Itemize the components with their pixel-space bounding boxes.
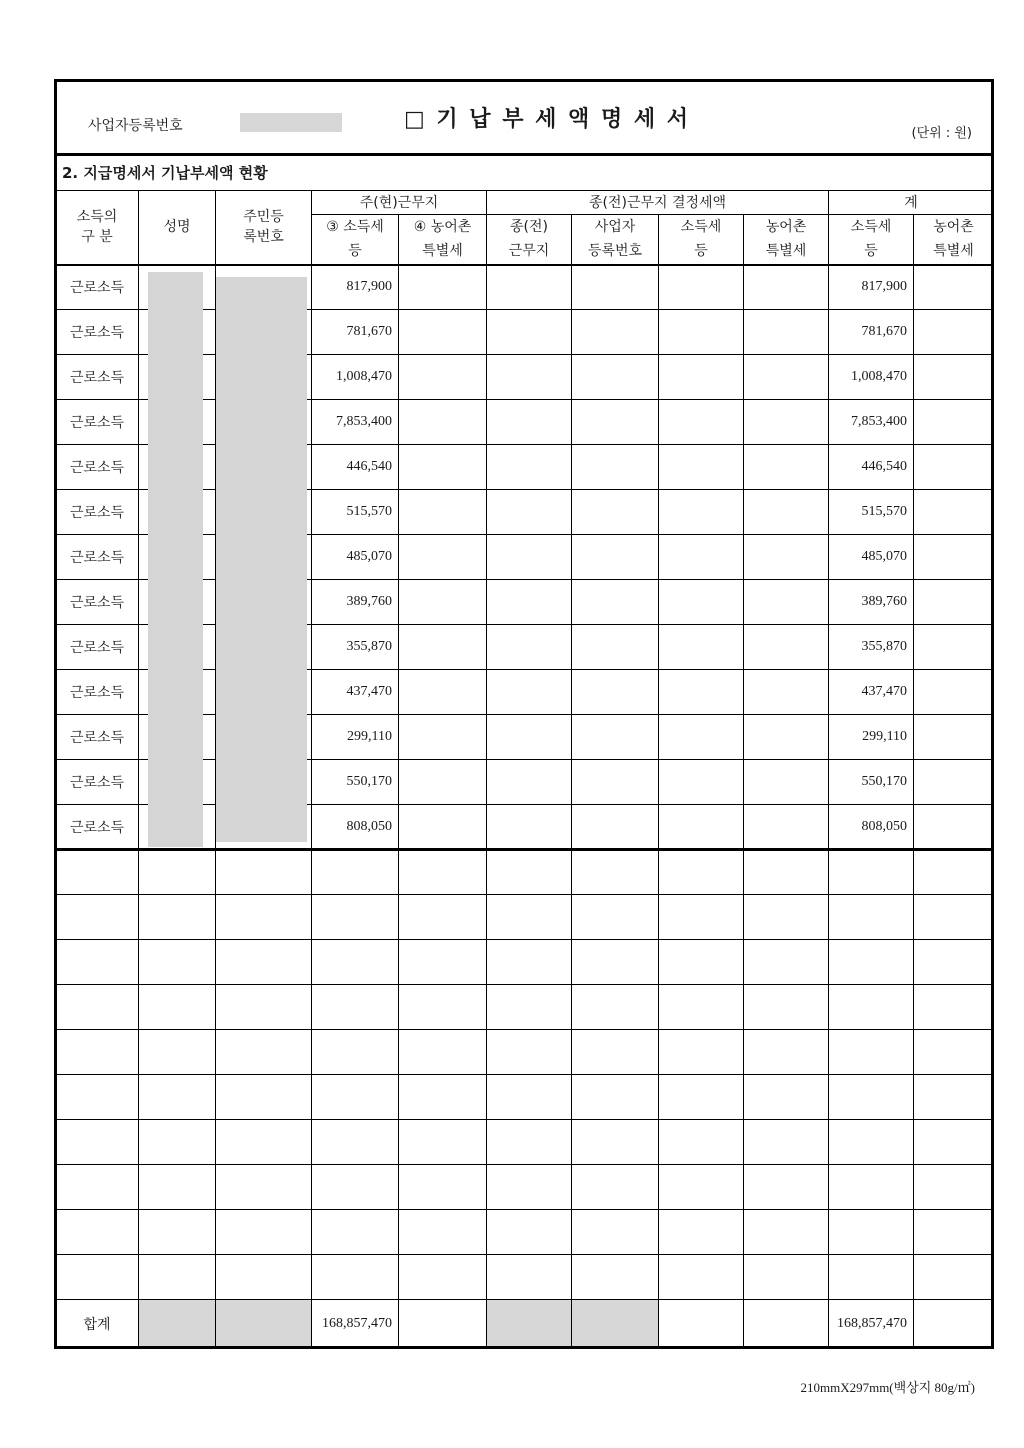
total-income-tax-cell: [829, 1165, 914, 1210]
header-line: 특별세: [933, 243, 974, 260]
previous-rural-special-tax-cell: [744, 895, 829, 940]
previous-workplace-cell: [487, 850, 572, 895]
name-cell: [139, 985, 216, 1030]
previous-income-tax-cell: [659, 940, 744, 985]
current-income-tax-cell: [312, 1255, 399, 1300]
previous-income-tax-cell: [659, 1075, 744, 1120]
previous-business-number-cell: [572, 355, 659, 400]
previous-workplace-cell: [487, 1030, 572, 1075]
previous-workplace-cell: [487, 1210, 572, 1255]
blank-row: [56, 895, 994, 940]
current-rural-special-tax-cell: [399, 1120, 487, 1165]
current-rural-special-tax-cell: [399, 1255, 487, 1300]
previous-rural-special-tax-cell: [744, 1210, 829, 1255]
previous-rural-special-tax-cell: [744, 805, 829, 850]
income-category-cell: [56, 1030, 139, 1075]
total-income-tax-cell: 7,853,400: [829, 400, 914, 445]
total-income-tax-cell: 299,110: [829, 715, 914, 760]
header-line: 농어촌: [765, 219, 807, 236]
previous-rural-special-tax-cell: [744, 490, 829, 535]
total-rural-special-tax-cell: [914, 400, 994, 445]
current-income-tax-cell: 446,540: [312, 445, 399, 490]
current-rural-special-tax-cell: [399, 535, 487, 580]
previous-business-number-cell: [572, 1255, 659, 1300]
total-income-tax-cell: 446,540: [829, 445, 914, 490]
current-rural-special-tax-cell: [399, 760, 487, 805]
resident-number-cell: [216, 940, 312, 985]
previous-business-number-cell: [572, 805, 659, 850]
blank-row: [56, 1075, 994, 1120]
total-income-tax-cell: 808,050: [829, 805, 914, 850]
previous-workplace-cell: [487, 310, 572, 355]
header-line: 근무지: [508, 243, 550, 260]
total-income-tax-cell: [829, 985, 914, 1030]
total-rural-special-tax-cell: [914, 1165, 994, 1210]
previous-workplace-cell: [487, 445, 572, 490]
redacted-business-registration-number: [240, 113, 342, 132]
income-category-cell: 근로소득: [56, 715, 139, 760]
previous-income-tax-cell: [659, 580, 744, 625]
current-income-tax-cell: [312, 1030, 399, 1075]
total-rural-special-tax-cell: [914, 715, 994, 760]
current-income-tax-cell: 1,008,470: [312, 355, 399, 400]
previous-workplace-cell: [487, 1300, 572, 1348]
previous-income-tax-cell: [659, 670, 744, 715]
previous-business-number-cell: [572, 1075, 659, 1120]
total-income-tax-cell: 550,170: [829, 760, 914, 805]
current-income-tax-cell: [312, 895, 399, 940]
total-rural-special-tax-cell: [914, 1075, 994, 1120]
income-category-cell: 근로소득: [56, 805, 139, 850]
resident-number-cell: [216, 850, 312, 895]
header-line: 특별세: [765, 243, 807, 260]
total-income-tax-cell: 389,760: [829, 580, 914, 625]
income-category-cell: [56, 1120, 139, 1165]
header-line: ③ 소득세: [326, 219, 384, 236]
current-income-tax-cell: 168,857,470: [312, 1300, 399, 1348]
total-income-tax-cell: 437,470: [829, 670, 914, 715]
header-previous-workplace-tax: 종(전)근무지 결정세액: [487, 191, 829, 215]
redacted-names: [148, 272, 203, 847]
previous-income-tax-cell: [659, 895, 744, 940]
previous-rural-special-tax-cell: [744, 400, 829, 445]
previous-rural-special-tax-cell: [744, 850, 829, 895]
income-category-cell: [56, 850, 139, 895]
previous-income-tax-cell: [659, 805, 744, 850]
blank-row: [56, 940, 994, 985]
current-rural-special-tax-cell: [399, 580, 487, 625]
business-registration-label: 사업자등록번호: [88, 118, 183, 134]
income-category-cell: [56, 1075, 139, 1120]
header-line: 소득세: [850, 219, 892, 236]
previous-income-tax-cell: [659, 625, 744, 670]
header-previous-workplace: [487, 215, 572, 265]
previous-rural-special-tax-cell: [744, 670, 829, 715]
previous-business-number-cell: [572, 625, 659, 670]
total-income-tax-cell: [829, 1210, 914, 1255]
total-rural-special-tax-cell: [914, 490, 994, 535]
total-rural-special-tax-cell: [914, 805, 994, 850]
section-title: 2. 지급명세서 기납부세액 현황: [62, 164, 268, 182]
header-line: 종(전): [510, 219, 548, 236]
previous-rural-special-tax-cell: [744, 1165, 829, 1210]
total-rural-special-tax-cell: [914, 265, 994, 310]
previous-business-number-cell: [572, 490, 659, 535]
current-income-tax-cell: [312, 940, 399, 985]
name-cell: [139, 1210, 216, 1255]
previous-rural-special-tax-cell: [744, 940, 829, 985]
total-income-tax-cell: [829, 1255, 914, 1300]
income-category-cell: 근로소득: [56, 400, 139, 445]
previous-income-tax-cell: [659, 760, 744, 805]
current-rural-special-tax-cell: [399, 670, 487, 715]
previous-workplace-cell: [487, 400, 572, 445]
header-line: 농어촌: [933, 219, 974, 236]
income-category-cell: 근로소득: [56, 355, 139, 400]
previous-income-tax-cell: [659, 1165, 744, 1210]
previous-business-number-cell: [572, 1165, 659, 1210]
previous-business-number-cell: [572, 940, 659, 985]
header-row-top: [56, 191, 994, 215]
previous-rural-special-tax-cell: [744, 760, 829, 805]
current-income-tax-cell: 7,853,400: [312, 400, 399, 445]
previous-business-number-cell: [572, 445, 659, 490]
current-rural-special-tax-cell: [399, 1165, 487, 1210]
current-income-tax-cell: [312, 1075, 399, 1120]
income-category-cell: [56, 940, 139, 985]
previous-business-number-cell: [572, 1030, 659, 1075]
previous-workplace-cell: [487, 1120, 572, 1165]
current-rural-special-tax-cell: [399, 490, 487, 535]
header-current-workplace: 주(현)근무지: [312, 191, 487, 215]
total-rural-special-tax-cell: [914, 310, 994, 355]
previous-rural-special-tax-cell: [744, 715, 829, 760]
header-previous-income-tax: [659, 215, 744, 265]
previous-rural-special-tax-cell: [744, 1255, 829, 1300]
previous-income-tax-cell: [659, 490, 744, 535]
resident-number-cell: [216, 1075, 312, 1120]
previous-rural-special-tax-cell: [744, 265, 829, 310]
income-category-cell: [56, 1165, 139, 1210]
header-total: 계: [829, 191, 994, 215]
current-rural-special-tax-cell: [399, 400, 487, 445]
total-income-tax-cell: [829, 940, 914, 985]
current-income-tax-cell: [312, 850, 399, 895]
form-title: □ 기 납 부 세 액 명 세 서: [403, 107, 691, 132]
header-current-income-tax: [312, 215, 399, 265]
total-rural-special-tax-cell: [914, 850, 994, 895]
current-income-tax-cell: 437,470: [312, 670, 399, 715]
previous-workplace-cell: [487, 355, 572, 400]
resident-number-cell: [216, 895, 312, 940]
current-rural-special-tax-cell: [399, 940, 487, 985]
previous-business-number-cell: [572, 400, 659, 445]
total-rural-special-tax-cell: [914, 760, 994, 805]
header-divider: [54, 153, 994, 156]
previous-rural-special-tax-cell: [744, 1075, 829, 1120]
current-rural-special-tax-cell: [399, 895, 487, 940]
previous-business-number-cell: [572, 850, 659, 895]
header-total-rural-special-tax: [914, 215, 994, 265]
previous-business-number-cell: [572, 310, 659, 355]
previous-income-tax-cell: [659, 1120, 744, 1165]
total-rural-special-tax-cell: [914, 445, 994, 490]
current-rural-special-tax-cell: [399, 310, 487, 355]
header-previous-business-number: [572, 215, 659, 265]
previous-workplace-cell: [487, 895, 572, 940]
total-row: [56, 1300, 994, 1348]
current-rural-special-tax-cell: [399, 355, 487, 400]
previous-workplace-cell: [487, 625, 572, 670]
resident-number-cell: [216, 985, 312, 1030]
unit-label: (단위 : 원): [911, 126, 972, 141]
name-cell: [139, 940, 216, 985]
previous-rural-special-tax-cell: [744, 1120, 829, 1165]
income-category-cell: 근로소득: [56, 445, 139, 490]
name-cell: [139, 1030, 216, 1075]
current-income-tax-cell: 389,760: [312, 580, 399, 625]
current-rural-special-tax-cell: [399, 1210, 487, 1255]
header-line: 등: [864, 243, 878, 260]
total-rural-special-tax-cell: [914, 985, 994, 1030]
header-line: 사업자: [594, 219, 636, 236]
current-income-tax-cell: 550,170: [312, 760, 399, 805]
current-income-tax-cell: [312, 985, 399, 1030]
total-income-tax-cell: [829, 1120, 914, 1165]
current-rural-special-tax-cell: [399, 850, 487, 895]
header-line: 소득의: [76, 209, 118, 226]
previous-income-tax-cell: [659, 1030, 744, 1075]
header-line: 록번호: [243, 229, 284, 246]
resident-number-cell: [216, 1120, 312, 1165]
current-income-tax-cell: [312, 1120, 399, 1165]
income-category-cell: 근로소득: [56, 670, 139, 715]
paper-spec: 210mmX297mm(백상지 80g/㎡): [800, 1380, 975, 1395]
header-line: 등: [694, 243, 708, 260]
current-income-tax-cell: 485,070: [312, 535, 399, 580]
previous-workplace-cell: [487, 580, 572, 625]
header-total-income-tax: [829, 215, 914, 265]
previous-income-tax-cell: [659, 1255, 744, 1300]
previous-income-tax-cell: [659, 445, 744, 490]
blank-row: [56, 850, 994, 895]
resident-number-cell: [216, 1210, 312, 1255]
blank-row: [56, 1120, 994, 1165]
previous-rural-special-tax-cell: [744, 310, 829, 355]
blank-row: [56, 985, 994, 1030]
previous-rural-special-tax-cell: [744, 625, 829, 670]
header-line: 주민등: [243, 209, 284, 226]
previous-workplace-cell: [487, 760, 572, 805]
header-line: 특별세: [422, 243, 463, 260]
current-income-tax-cell: 515,570: [312, 490, 399, 535]
income-category-cell: 근로소득: [56, 760, 139, 805]
redacted-resident-numbers: [216, 277, 307, 842]
previous-rural-special-tax-cell: [744, 1300, 829, 1348]
header-line: 구 분: [81, 229, 113, 246]
header-previous-rural-special-tax: [744, 215, 829, 265]
previous-rural-special-tax-cell: [744, 445, 829, 490]
income-category-cell: [56, 985, 139, 1030]
resident-number-cell: [216, 1255, 312, 1300]
current-rural-special-tax-cell: [399, 265, 487, 310]
header-resident-number: [216, 191, 312, 265]
previous-workplace-cell: [487, 805, 572, 850]
previous-workplace-cell: [487, 1255, 572, 1300]
current-income-tax-cell: [312, 1165, 399, 1210]
current-rural-special-tax-cell: [399, 985, 487, 1030]
total-rural-special-tax-cell: [914, 670, 994, 715]
total-income-tax-cell: [829, 1030, 914, 1075]
previous-income-tax-cell: [659, 1210, 744, 1255]
previous-business-number-cell: [572, 580, 659, 625]
total-income-tax-cell: 515,570: [829, 490, 914, 535]
previous-income-tax-cell: [659, 850, 744, 895]
name-cell: [139, 1255, 216, 1300]
previous-workplace-cell: [487, 1165, 572, 1210]
resident-number-cell: [216, 1165, 312, 1210]
previous-income-tax-cell: [659, 1300, 744, 1348]
total-income-tax-cell: [829, 850, 914, 895]
previous-business-number-cell: [572, 1300, 659, 1348]
total-income-tax-cell: 355,870: [829, 625, 914, 670]
previous-rural-special-tax-cell: [744, 985, 829, 1030]
name-cell: [139, 1075, 216, 1120]
total-rural-special-tax-cell: [914, 1255, 994, 1300]
blank-row: [56, 1210, 994, 1255]
current-income-tax-cell: 299,110: [312, 715, 399, 760]
name-cell: [139, 1165, 216, 1210]
previous-rural-special-tax-cell: [744, 1030, 829, 1075]
total-income-tax-cell: [829, 1075, 914, 1120]
income-category-cell: [56, 1210, 139, 1255]
total-rural-special-tax-cell: [914, 355, 994, 400]
header-line: 등록번호: [587, 243, 643, 260]
previous-income-tax-cell: [659, 400, 744, 445]
previous-workplace-cell: [487, 715, 572, 760]
income-category-cell: 근로소득: [56, 310, 139, 355]
total-income-tax-cell: 817,900: [829, 265, 914, 310]
name-cell: [139, 1120, 216, 1165]
previous-workplace-cell: [487, 535, 572, 580]
header-line: 소득세: [680, 219, 722, 236]
total-income-tax-cell: 168,857,470: [829, 1300, 914, 1348]
previous-income-tax-cell: [659, 715, 744, 760]
name-cell: [139, 850, 216, 895]
current-income-tax-cell: 808,050: [312, 805, 399, 850]
total-rural-special-tax-cell: [914, 895, 994, 940]
current-rural-special-tax-cell: [399, 805, 487, 850]
name-cell: [139, 895, 216, 940]
total-rural-special-tax-cell: [914, 625, 994, 670]
total-rural-special-tax-cell: [914, 1030, 994, 1075]
header-income-category: [56, 191, 139, 265]
previous-income-tax-cell: [659, 985, 744, 1030]
current-rural-special-tax-cell: [399, 1030, 487, 1075]
total-rural-special-tax-cell: [914, 940, 994, 985]
previous-workplace-cell: [487, 265, 572, 310]
current-income-tax-cell: [312, 1210, 399, 1255]
income-category-cell: 근로소득: [56, 265, 139, 310]
previous-workplace-cell: [487, 490, 572, 535]
income-category-cell: 근로소득: [56, 625, 139, 670]
previous-income-tax-cell: [659, 310, 744, 355]
current-income-tax-cell: 355,870: [312, 625, 399, 670]
previous-income-tax-cell: [659, 355, 744, 400]
current-rural-special-tax-cell: [399, 1300, 487, 1348]
previous-workplace-cell: [487, 670, 572, 715]
total-rural-special-tax-cell: [914, 1120, 994, 1165]
resident-number-cell: [216, 1030, 312, 1075]
blank-row: [56, 1030, 994, 1075]
header-line: ④ 농어촌: [413, 219, 472, 236]
resident-number-cell: [216, 1300, 312, 1348]
current-rural-special-tax-cell: [399, 715, 487, 760]
total-rural-special-tax-cell: [914, 1300, 994, 1348]
income-category-cell: 근로소득: [56, 580, 139, 625]
previous-rural-special-tax-cell: [744, 535, 829, 580]
previous-income-tax-cell: [659, 265, 744, 310]
previous-workplace-cell: [487, 940, 572, 985]
total-rural-special-tax-cell: [914, 580, 994, 625]
current-rural-special-tax-cell: [399, 1075, 487, 1120]
previous-business-number-cell: [572, 985, 659, 1030]
income-category-cell: [56, 895, 139, 940]
previous-business-number-cell: [572, 1210, 659, 1255]
total-rural-special-tax-cell: [914, 1210, 994, 1255]
name-cell: [139, 1300, 216, 1348]
previous-rural-special-tax-cell: [744, 580, 829, 625]
previous-workplace-cell: [487, 985, 572, 1030]
income-category-cell: 합계: [56, 1300, 139, 1348]
header-name: 성명: [139, 191, 216, 265]
table-header: [56, 191, 994, 265]
header-current-rural-special-tax: [399, 215, 487, 265]
current-income-tax-cell: 781,670: [312, 310, 399, 355]
previous-business-number-cell: [572, 535, 659, 580]
previous-workplace-cell: [487, 1075, 572, 1120]
current-rural-special-tax-cell: [399, 445, 487, 490]
previous-business-number-cell: [572, 895, 659, 940]
income-category-cell: [56, 1255, 139, 1300]
previous-business-number-cell: [572, 265, 659, 310]
previous-business-number-cell: [572, 715, 659, 760]
previous-income-tax-cell: [659, 535, 744, 580]
previous-rural-special-tax-cell: [744, 355, 829, 400]
previous-business-number-cell: [572, 670, 659, 715]
current-rural-special-tax-cell: [399, 625, 487, 670]
income-category-cell: 근로소득: [56, 490, 139, 535]
current-income-tax-cell: 817,900: [312, 265, 399, 310]
total-rural-special-tax-cell: [914, 535, 994, 580]
total-income-tax-cell: 781,670: [829, 310, 914, 355]
blank-row: [56, 1165, 994, 1210]
header-line: 등: [348, 243, 362, 260]
total-income-tax-cell: 1,008,470: [829, 355, 914, 400]
previous-business-number-cell: [572, 760, 659, 805]
income-category-cell: 근로소득: [56, 535, 139, 580]
total-income-tax-cell: 485,070: [829, 535, 914, 580]
total-income-tax-cell: [829, 895, 914, 940]
previous-business-number-cell: [572, 1120, 659, 1165]
blank-row: [56, 1255, 994, 1300]
